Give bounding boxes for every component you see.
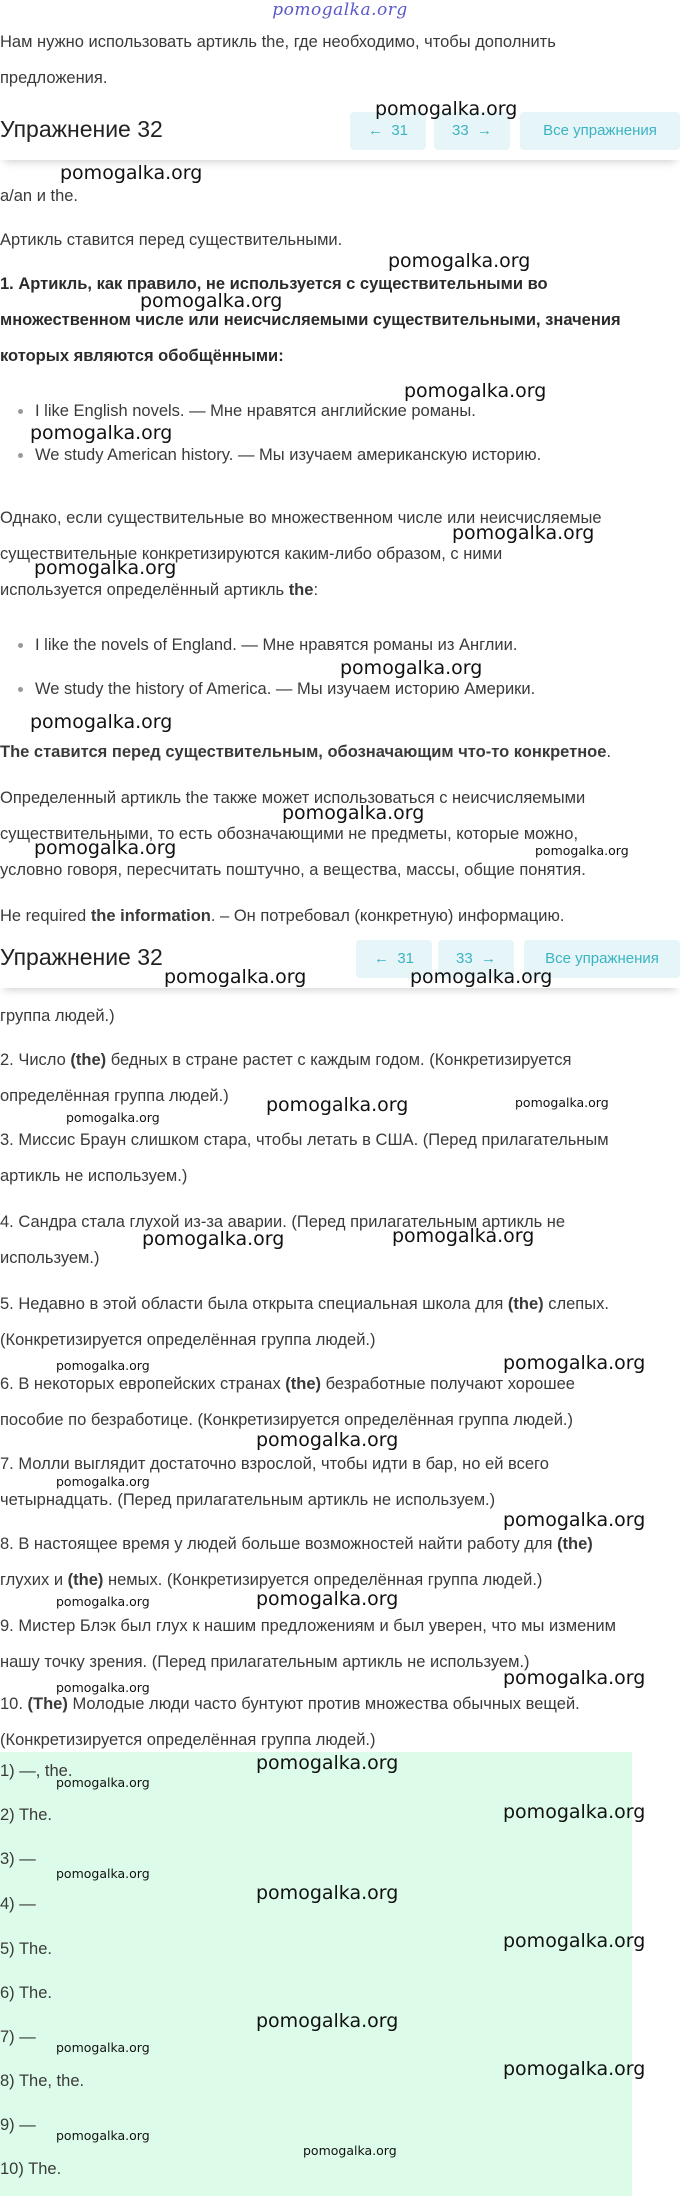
text-segment: артикль не используем.) <box>0 1167 188 1185</box>
answer-item: 9) — <box>0 2116 36 2134</box>
watermark: pomogalka.org <box>56 1680 150 1695</box>
list-item: I like English novels. — Мне нравятся английские романы. <box>12 393 541 429</box>
watermark: pomogalka.org <box>503 2058 646 2080</box>
translation-line <box>0 1322 376 1358</box>
watermark: pomogalka.org <box>404 380 547 402</box>
theory-nouns-line: Артикль ставится перед существительными. <box>0 231 343 249</box>
watermark: pomogalka.org <box>503 1801 646 1823</box>
rule-1-line-1: 1. Артикль, как правило, не используется с существительными во <box>0 275 548 293</box>
watermark: pomogalka.org <box>34 557 177 579</box>
arrow-left-icon: ← <box>373 950 389 967</box>
watermark: pomogalka.org <box>410 966 553 988</box>
list-item: We study the history of America. — Мы изучаем историю Америки. <box>12 671 535 707</box>
text-segment: 3. Миссис Браун слишком стара, чтобы летать в США. (Перед прилагательным <box>0 1131 609 1149</box>
text-segment: безработные получают хорошее <box>321 1375 575 1393</box>
rule-2-line-1: Однако, если существительные во множественном числе или неисчисляемые <box>0 509 602 527</box>
rule-2-line-2: существительные конкретизируются каким-либо образом, с ними <box>0 545 503 563</box>
text-segment: определённая группа людей.) <box>0 1087 229 1105</box>
article-marker: (the) <box>557 1535 593 1553</box>
text-segment: 2. Число <box>0 1051 71 1069</box>
watermark: pomogalka.org <box>30 711 173 733</box>
watermark: pomogalka.org <box>256 1429 399 1451</box>
theory-articles-line: a/an и the. <box>0 187 79 205</box>
watermark: pomogalka.org <box>282 802 425 824</box>
watermark: pomogalka.org <box>30 422 173 444</box>
translation-line <box>0 1644 530 1680</box>
rule-4-line-3: условно говоря, пересчитать поштучно, а вещества, массы, общие понятия. <box>0 861 586 879</box>
text-segment: четырнадцать. (Перед прилагательным артикль не используем.) <box>0 1491 496 1509</box>
exercise-header <box>0 104 680 160</box>
watermark: pomogalka.org <box>256 1588 399 1610</box>
text-segment: 6. В некоторых европейских странах <box>0 1375 286 1393</box>
text-segment: используем.) <box>0 1249 100 1267</box>
translation-line <box>0 1078 229 1114</box>
arrow-right-icon: → <box>481 950 497 967</box>
watermark: pomogalka.org <box>375 98 518 120</box>
article-marker: (the) <box>67 1571 104 1589</box>
watermark: pomogalka.org <box>56 1594 150 1609</box>
watermark: pomogalka.org <box>56 1866 150 1881</box>
answer-item: 3) — <box>0 1850 36 1868</box>
watermark: pomogalka.org <box>452 522 595 544</box>
watermark: pomogalka.org <box>256 2010 399 2032</box>
answer-item: 10) The. <box>0 2160 62 2178</box>
translation-line <box>0 1286 609 1322</box>
intro-line-2: предложения. <box>0 69 108 87</box>
watermark: pomogalka.org <box>34 837 177 859</box>
intro-line-1: Нам нужно использовать артикль the, где необходимо, чтобы дополнить <box>0 33 556 51</box>
text-segment: 5. Недавно в этой области была открыта специальная школа для <box>0 1295 508 1313</box>
watermark: pomogalka.org <box>56 2040 150 2055</box>
translation-line <box>0 1526 593 1562</box>
answer-item: 2) The. <box>0 1806 52 1824</box>
page-title-2: Упражнение 32 <box>0 944 163 970</box>
watermark: pomogalka.org <box>303 2143 397 2158</box>
all-exercises-button[interactable]: Все упражнения <box>520 112 680 150</box>
arrow-left-icon: ← <box>367 122 383 139</box>
watermark: pomogalka.org <box>503 1509 646 1531</box>
answer-item: 8) The, the. <box>0 2072 85 2090</box>
watermark: pomogalka.org <box>56 1474 150 1489</box>
text-segment: Молодые люди часто бунтуют против множества обычных вещей. <box>67 1695 580 1713</box>
watermark: pomogalka.org <box>140 290 283 312</box>
translation-cut-line: группа людей.) <box>0 1007 115 1025</box>
answer-item: 6) The. <box>0 1984 52 2002</box>
example-4: He required the information. – Он потребовал (конкретную) информацию. <box>0 907 565 925</box>
rule-4-line-1: Определенный артикль the также может использоваться с неисчисляемыми <box>0 789 586 807</box>
text-segment: нашу точку зрения. (Перед прилагательным артикль не используем.) <box>0 1653 530 1671</box>
text-segment: бедных в стране растет с каждым годом. (Конкретизируется <box>106 1051 572 1069</box>
next-exercise-button-2[interactable]: 33 → <box>438 940 514 978</box>
watermark: pomogalka.org <box>535 843 629 858</box>
translation-line <box>0 1608 616 1644</box>
watermark: pomogalka.org <box>388 250 531 272</box>
rule-1-line-2: множественном числе или неисчисляемыми существительными, значения <box>0 311 621 329</box>
next-exercise-button[interactable]: 33 → <box>434 112 510 150</box>
watermark: pomogalka.org <box>56 1358 150 1373</box>
all-exercises-button-2[interactable]: Все упражнения <box>524 940 680 978</box>
text-segment: 8. В настоящее время у людей больше возможностей найти работу для <box>0 1535 558 1553</box>
text-segment: (Конкретизируется определённая группа людей.) <box>0 1731 376 1749</box>
watermark: pomogalka.org <box>256 1752 399 1774</box>
arrow-right-icon: → <box>477 122 493 139</box>
watermark: pomogalka.org <box>66 1110 160 1125</box>
text-segment: слепых. <box>543 1295 609 1313</box>
article-marker: (The) <box>27 1695 68 1713</box>
watermark: pomogalka.org <box>340 657 483 679</box>
watermark: pomogalka.org <box>60 162 203 184</box>
answer-item: 5) The. <box>0 1940 52 1958</box>
text-segment: 9. Мистер Блэк был глух к нашим предложениям и был уверен, что мы изменим <box>0 1617 616 1635</box>
text-segment: 4. Сандра стала глухой из-за аварии. (Перед прилагательным артикль не <box>0 1213 566 1231</box>
rule-2-line-3: используется определённый артикль the: <box>0 581 319 599</box>
prev-exercise-button-2[interactable]: ← 31 <box>356 940 432 978</box>
watermark: pomogalka.org <box>256 1882 399 1904</box>
watermark: pomogalka.org <box>515 1095 609 1110</box>
watermark: pomogalka.org <box>142 1228 285 1250</box>
text-segment: 10. <box>0 1695 28 1713</box>
rule-3: The ставится перед существительным, обозначающим что-то конкретное. <box>0 743 612 761</box>
watermark: pomogalka.org <box>56 2128 150 2143</box>
translation-line <box>0 1042 571 1078</box>
answer-item: 7) — <box>0 2028 36 2046</box>
article-marker: (the) <box>70 1051 107 1069</box>
translation-line <box>0 1240 99 1276</box>
text-segment: немых. (Конкретизируется определённая группа людей.) <box>103 1571 543 1589</box>
rule-1-line-3: которых являются обобщёнными: <box>0 347 284 365</box>
exercise-header-2 <box>0 932 680 988</box>
prev-exercise-button[interactable]: ← 31 <box>350 112 426 150</box>
watermark: pomogalka.org <box>164 966 307 988</box>
watermark: pomogalka.org <box>503 1352 646 1374</box>
answer-item: 4) — <box>0 1895 36 1913</box>
site-watermark-top: pomogalka.org <box>272 0 408 20</box>
text-segment: пособие по безработице. (Конкретизируется определённая группа людей.) <box>0 1411 574 1429</box>
translation-line <box>0 1158 187 1194</box>
rule-4-line-2: существительными, то есть обозначающими не предметы, которые можно, <box>0 825 579 843</box>
article-marker: (the) <box>507 1295 544 1313</box>
watermark: pomogalka.org <box>56 1775 150 1790</box>
watermark: pomogalka.org <box>266 1094 409 1116</box>
article-marker: (the) <box>285 1375 322 1393</box>
text-segment: глухих и <box>0 1571 68 1589</box>
page-title: Упражнение 32 <box>0 116 163 142</box>
answer-item: 1) —, the. <box>0 1762 73 1780</box>
text-segment: 7. Молли выглядит достаточно взрослой, чтобы идти в бар, но ей всего <box>0 1455 549 1473</box>
watermark: pomogalka.org <box>503 1930 646 1952</box>
translation-line <box>0 1122 609 1158</box>
list-item: I like the novels of England. — Мне нравятся романы из Англии. <box>12 627 535 663</box>
watermark: pomogalka.org <box>503 1667 646 1689</box>
list-item: We study American history. — Мы изучаем американскую историю. <box>12 437 541 473</box>
text-segment: (Конкретизируется определённая группа людей.) <box>0 1331 376 1349</box>
watermark: pomogalka.org <box>392 1225 535 1247</box>
